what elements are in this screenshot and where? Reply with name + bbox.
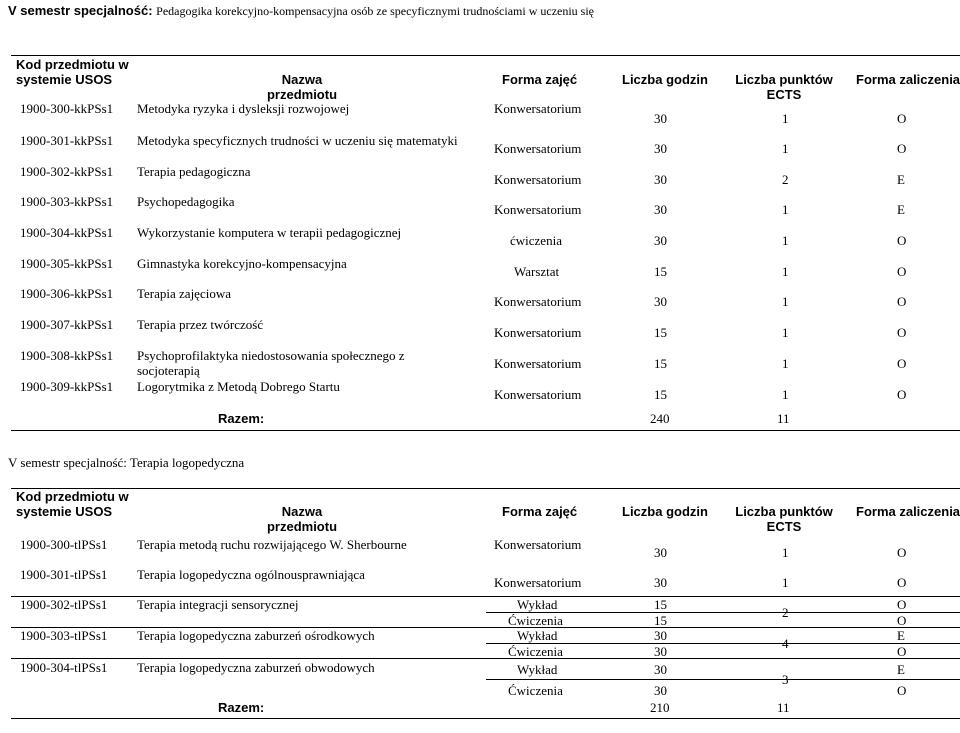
s2-row-code: 1900-304-tlPSs1 <box>20 660 108 675</box>
s2-row-credit-lecture: E <box>897 628 905 643</box>
s2-row-form-lecture: Wykład <box>517 662 558 677</box>
s1-row-name: Psychoprofilaktyka niedostosowania społecznego z <box>137 348 405 363</box>
s1-row-ects: 1 <box>782 141 789 156</box>
s2-row-form-exercise: Ćwiczenia <box>508 683 563 698</box>
s2-row-form: Konwersatorium <box>494 575 582 590</box>
s2-row-ects: 2 <box>782 605 789 620</box>
s1-row-form: Konwersatorium <box>494 101 582 116</box>
s1-row-credit: O <box>897 294 907 309</box>
s1-row-form: Konwersatorium <box>494 325 582 340</box>
s1-header-code <box>16 57 129 87</box>
s2-row-ects: 3 <box>782 672 789 687</box>
s2-header-code-line1: Kod przedmiotu w <box>16 489 129 504</box>
s1-row-name: Metodyka specyficznych trudności w uczeniu się matematyki <box>137 133 458 148</box>
s1-row-code: 1900-305-kkPSs1 <box>20 256 114 271</box>
s2-row-hours-lecture: 15 <box>654 597 667 612</box>
s1-row-ects: 1 <box>782 325 789 340</box>
s1-row-code: 1900-304-kkPSs1 <box>20 225 114 240</box>
s2-header-name <box>262 504 342 534</box>
s1-row-name: Terapia przez twórczość <box>137 317 264 332</box>
s2-header-form: Forma zajęć <box>502 504 578 519</box>
s2-row-credit-lecture: O <box>897 597 907 612</box>
s1-row-code: 1900-307-kkPSs1 <box>20 317 114 332</box>
s1-row-form: Konwersatorium <box>494 294 582 309</box>
s1-row-hours: 30 <box>654 141 667 156</box>
s1-row-code: 1900-302-kkPSs1 <box>20 164 114 179</box>
s1-row-ects: 1 <box>782 387 789 402</box>
s1-total-label: Razem: <box>218 411 265 426</box>
s2-total-label: Razem: <box>218 700 265 715</box>
s2-row-divider <box>11 658 960 659</box>
s1-row-name: Metodyka ryzyka i dysleksji rozwojowej <box>137 101 350 116</box>
s1-row-form: Konwersatorium <box>494 387 582 402</box>
s1-header-credit: Forma zaliczenia <box>856 72 960 87</box>
s2-total-ects: 11 <box>777 700 790 715</box>
s1-header-ects-line2: ECTS <box>766 87 802 102</box>
s1-row-form: Konwersatorium <box>494 202 582 217</box>
s1-header-name <box>262 72 342 102</box>
s2-row-hours-lecture: 30 <box>654 662 667 677</box>
s2-row-name: Terapia logopedyczna ogólnousprawniająca <box>137 567 365 582</box>
s2-header-code <box>16 489 129 519</box>
s2-header-name-line2: przedmiotu <box>266 519 338 534</box>
s1-header-name-line2: przedmiotu <box>266 87 338 102</box>
s1-header-form: Forma zajęć <box>502 72 578 87</box>
s1-row-code: 1900-300-kkPSs1 <box>20 101 114 116</box>
s2-header-name-line1: Nazwa <box>281 504 323 519</box>
section1-table-bottom-border <box>11 430 960 431</box>
s1-header-ects <box>734 72 834 102</box>
s2-row-hours-exercise: 15 <box>654 613 667 628</box>
s1-row-credit: O <box>897 141 907 156</box>
s2-row-code: 1900-303-tlPSs1 <box>20 628 108 643</box>
s1-row-form: Konwersatorium <box>494 356 582 371</box>
s2-row-form-exercise: Ćwiczenia <box>508 613 563 628</box>
s1-row-ects: 1 <box>782 111 789 126</box>
s2-header-credit: Forma zaliczenia <box>856 504 960 519</box>
s1-total-ects: 11 <box>777 411 790 426</box>
section2-table-bottom-border <box>11 718 960 719</box>
s2-row-credit-exercise: O <box>897 613 907 628</box>
s2-row-name: Terapia metodą ruchu rozwijającego W. Sherbourne <box>137 537 407 552</box>
s1-row-name: Terapia pedagogiczna <box>137 164 251 179</box>
s1-row-name: Gimnastyka korekcyjno-kompensacyjna <box>137 256 347 271</box>
s2-row-name: Terapia integracji sensorycznej <box>137 597 299 612</box>
s1-header-code-line1: Kod przedmiotu w <box>16 57 129 72</box>
s2-header-ects-line1: Liczba punktów <box>735 504 833 519</box>
s1-row-ects: 1 <box>782 264 789 279</box>
s2-row-form-exercise: Ćwiczenia <box>508 644 563 659</box>
s1-row-ects: 1 <box>782 294 789 309</box>
s2-row-hours-lecture: 30 <box>654 628 667 643</box>
s1-row-credit: O <box>897 264 907 279</box>
s1-row-code: 1900-309-kkPSs1 <box>20 379 114 394</box>
s1-row-hours: 15 <box>654 387 667 402</box>
s1-row-name: Terapia zajęciowa <box>137 286 231 301</box>
s2-row-code: 1900-300-tlPSs1 <box>20 537 108 552</box>
s1-row-credit: O <box>897 233 907 248</box>
s1-row-form: ćwiczenia <box>510 233 562 248</box>
s2-header-ects-line2: ECTS <box>766 519 802 534</box>
s1-row-ects: 1 <box>782 356 789 371</box>
s1-row-name: Psychopedagogika <box>137 194 235 209</box>
s2-header-ects <box>734 504 834 534</box>
s1-total-hours: 240 <box>650 411 670 426</box>
s2-row-form-lecture: Wykład <box>517 628 558 643</box>
section1-table-top-border <box>11 55 960 56</box>
s1-row-credit: O <box>897 325 907 340</box>
s1-row-code: 1900-303-kkPSs1 <box>20 194 114 209</box>
s2-row-credit: O <box>897 545 907 560</box>
s2-row-code: 1900-302-tlPSs1 <box>20 597 108 612</box>
section2-heading: V semestr specjalność: Terapia logopedyczna <box>8 455 245 470</box>
s1-row-hours: 30 <box>654 111 667 126</box>
s1-row-hours: 30 <box>654 202 667 217</box>
s1-row-credit: O <box>897 111 907 126</box>
s1-header-hours: Liczba godzin <box>622 72 708 87</box>
s1-row-hours: 30 <box>654 233 667 248</box>
s1-row-hours: 30 <box>654 294 667 309</box>
s1-row-hours: 30 <box>654 172 667 187</box>
s2-header-code-line2: systemie USOS <box>16 504 113 519</box>
s2-header-hours: Liczba godzin <box>622 504 708 519</box>
s1-header-code-line2: systemie USOS <box>16 72 113 87</box>
s2-row-credit-exercise: O <box>897 683 907 698</box>
s1-row-credit: O <box>897 387 907 402</box>
s2-row-credit: O <box>897 575 907 590</box>
s2-row-hours-exercise: 30 <box>654 683 667 698</box>
s1-row-name-cont: socjoterapią <box>137 363 200 378</box>
s2-row-code: 1900-301-tlPSs1 <box>20 567 108 582</box>
s1-row-credit: E <box>897 172 905 187</box>
s2-row-form: Konwersatorium <box>494 537 582 552</box>
s1-row-hours: 15 <box>654 264 667 279</box>
section1-heading <box>8 3 594 19</box>
section1-heading-name: Pedagogika korekcyjno-kompensacyjna osób ze specyficznymi trudnościami w uczeniu się <box>156 4 595 18</box>
s1-row-credit: O <box>897 356 907 371</box>
section2-table-top-border <box>11 488 960 489</box>
s1-row-form: Warsztat <box>514 264 560 279</box>
s2-row-name: Terapia logopedyczna zaburzeń ośrodkowych <box>137 628 375 643</box>
section1-heading-prefix: V semestr specjalność: <box>8 3 157 18</box>
s1-row-code: 1900-301-kkPSs1 <box>20 133 114 148</box>
s2-row-ects: 1 <box>782 575 789 590</box>
s2-row-hours: 30 <box>654 575 667 590</box>
s2-subrow-divider <box>486 679 960 680</box>
s1-row-name: Wykorzystanie komputera w terapii pedagogicznej <box>137 225 402 240</box>
s1-row-ects: 2 <box>782 172 789 187</box>
s1-row-hours: 15 <box>654 356 667 371</box>
s1-row-name: Logorytmika z Metodą Dobrego Startu <box>137 379 340 394</box>
s2-row-ects: 1 <box>782 545 789 560</box>
s2-total-hours: 210 <box>650 700 670 715</box>
s1-header-ects-line1: Liczba punktów <box>735 72 833 87</box>
s1-header-name-line1: Nazwa <box>281 72 323 87</box>
s2-row-ects: 4 <box>782 636 789 651</box>
s1-row-code: 1900-306-kkPSs1 <box>20 286 114 301</box>
s1-row-form: Konwersatorium <box>494 141 582 156</box>
s1-row-hours: 15 <box>654 325 667 340</box>
s1-row-ects: 1 <box>782 233 789 248</box>
s1-row-form: Konwersatorium <box>494 172 582 187</box>
s1-row-credit: E <box>897 202 905 217</box>
s2-row-hours-exercise: 30 <box>654 644 667 659</box>
s2-row-credit-lecture: E <box>897 662 905 677</box>
s2-row-name: Terapia logopedyczna zaburzeń obwodowych <box>137 660 375 675</box>
s2-row-form-lecture: Wykład <box>517 597 558 612</box>
s1-row-code: 1900-308-kkPSs1 <box>20 348 114 363</box>
s2-row-credit-exercise: O <box>897 644 907 659</box>
s1-row-ects: 1 <box>782 202 789 217</box>
s2-row-hours: 30 <box>654 545 667 560</box>
